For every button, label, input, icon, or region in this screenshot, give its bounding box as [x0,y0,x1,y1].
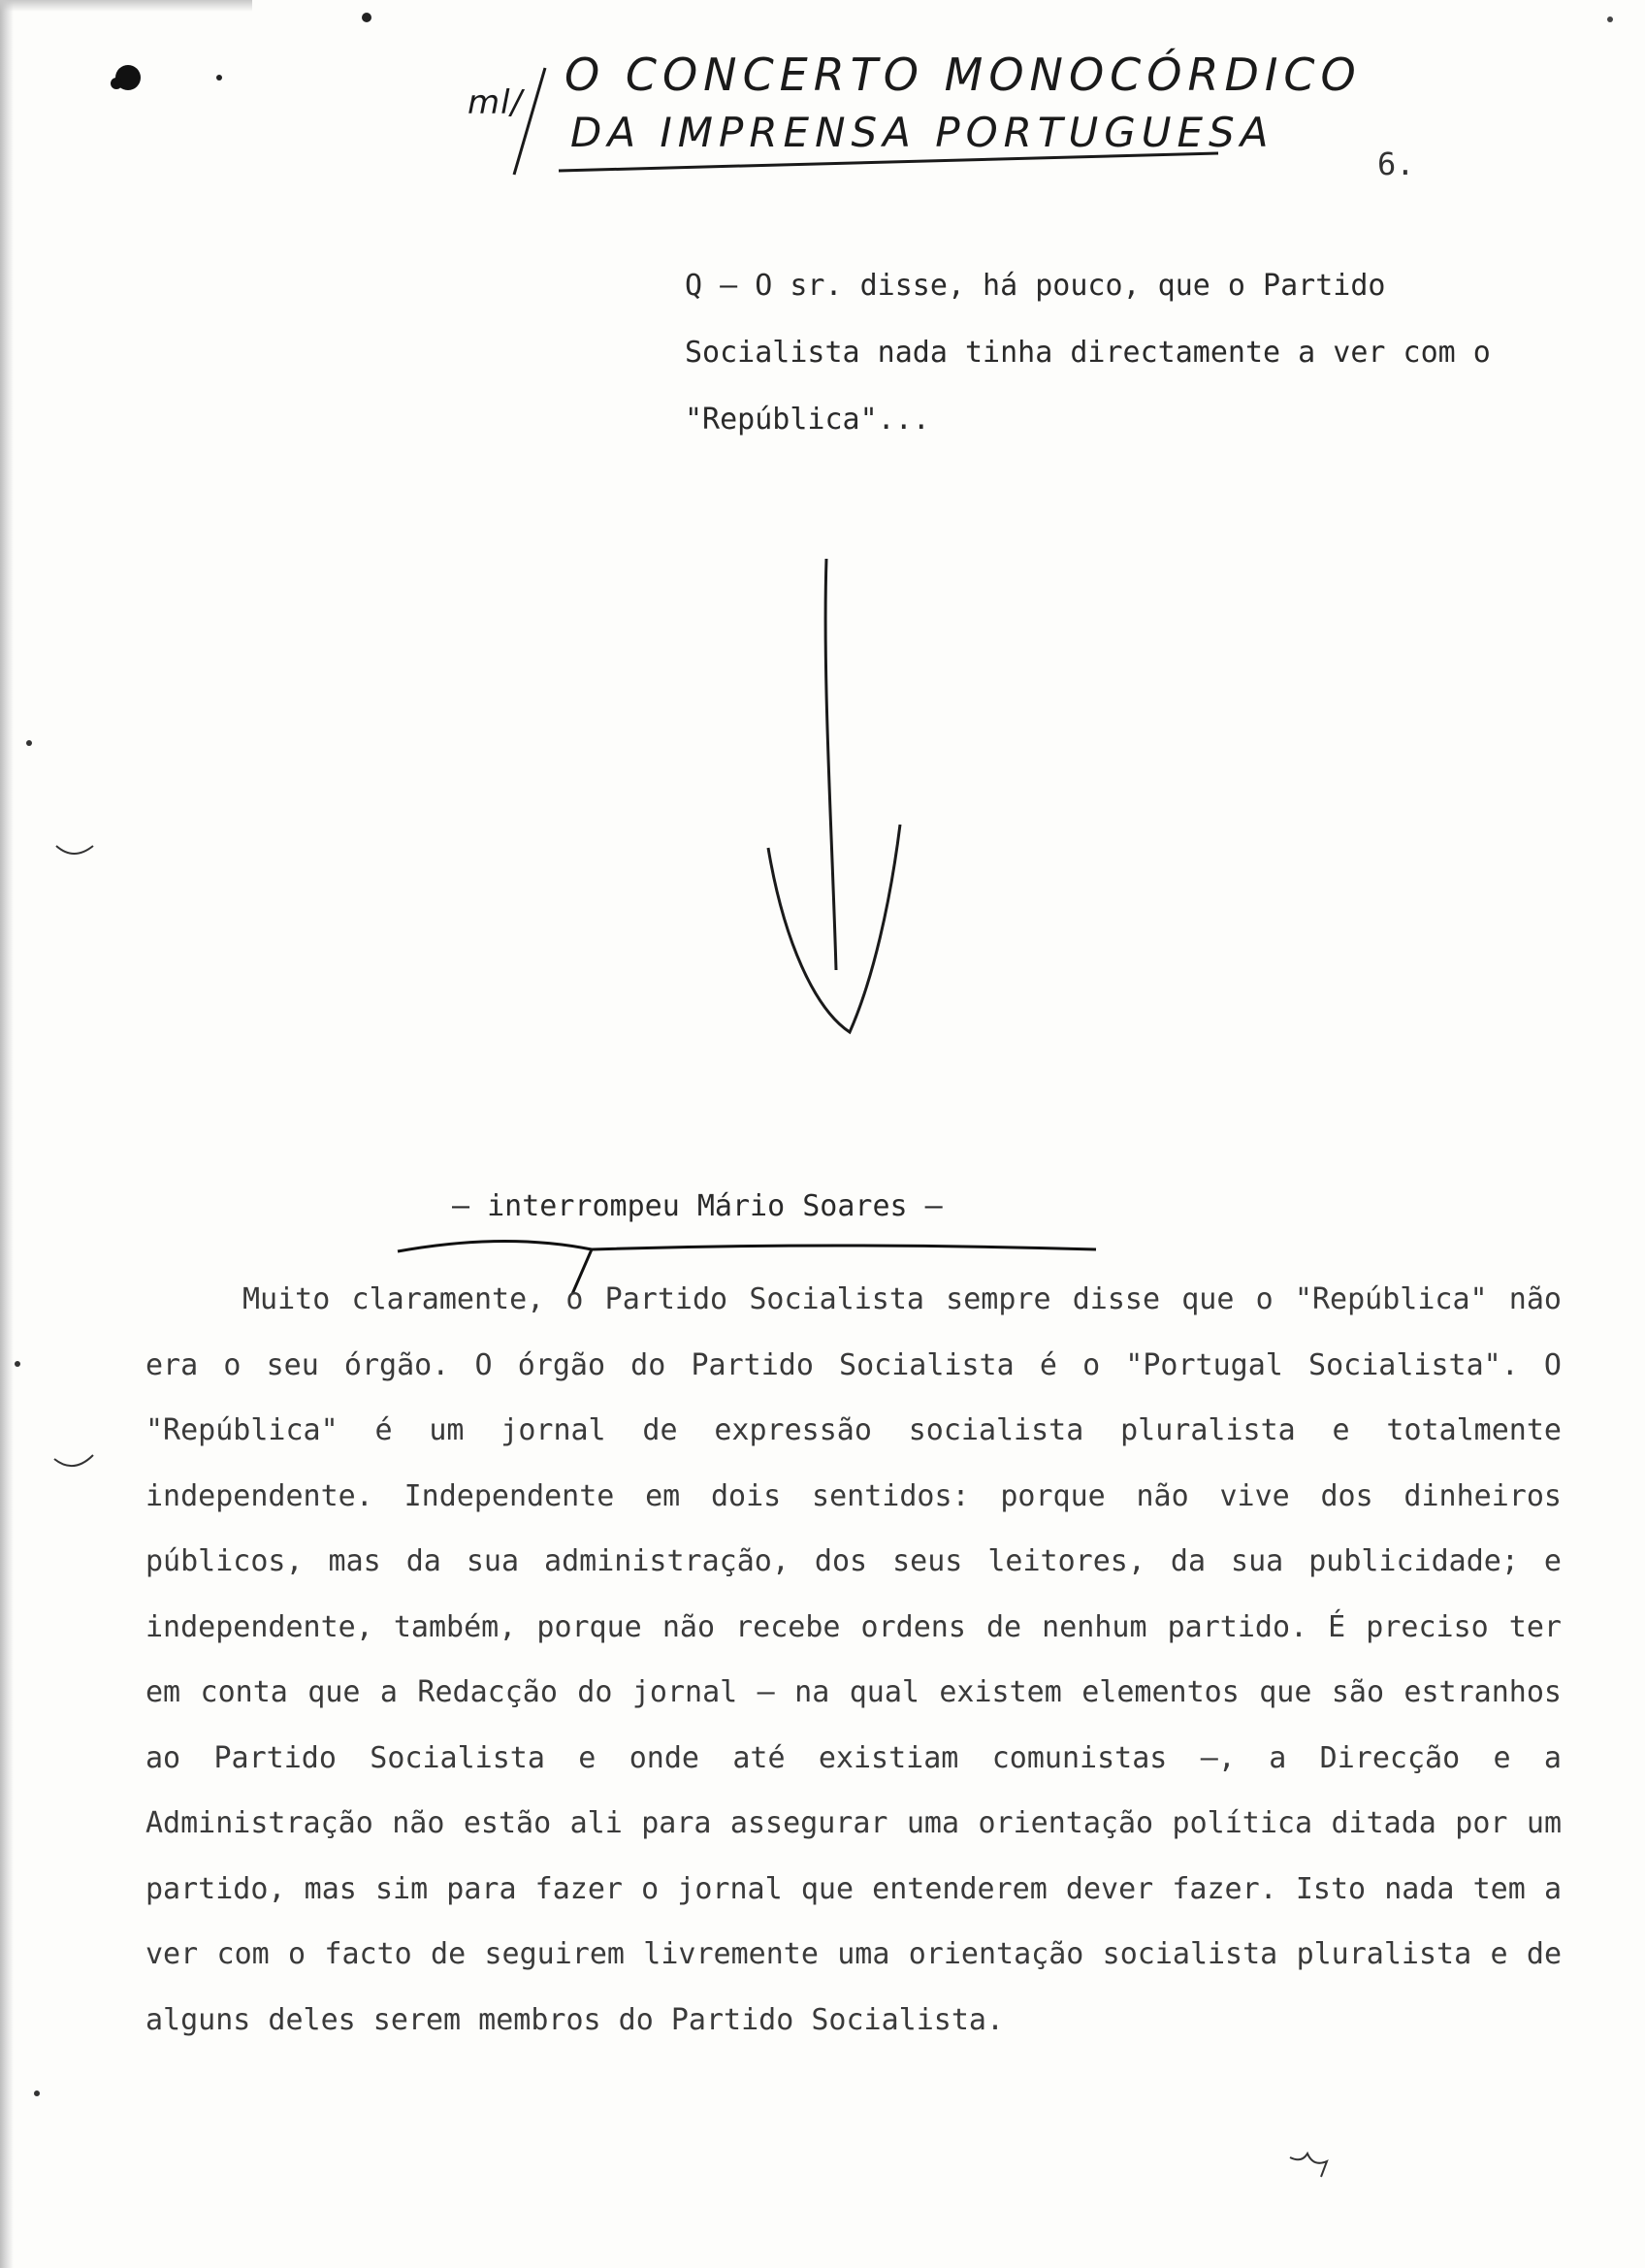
handwritten-title-line-2: DA IMPRENSA PORTUGUESA [570,109,1274,156]
page-number: 6. [1377,146,1415,182]
interview-question: Q – O sr. disse, há pouco, que o Partido Socialista nada tinha directamente a ver com o "República"... [685,269,1491,437]
editor-initials: ml/ [468,83,524,122]
interruption-note: — interrompeu Mário Soares — [452,1189,943,1223]
interview-answer: Muito claramente, o Partido Socialista sempre disse que o "República" não era o seu órgão. O órgão do Partido Socialista é o "Portugal Socialista". O "República" é um jornal de expressão socialista pluralista e totalmente independente. Independente em dois sentidos: porque não vive dos dinheiros públicos, mas da sua administração, dos seus leitores, da sua publicidade; e independente, também, porque não recebe ordens de nenhum partido. É preciso ter em conta que a Redacção do jornal — na qual existem elementos que são estranhos ao Partido Socialista e onde até existiam comunistas —, a Direcção e a Administração não estão ali para assegurar uma orientação política ditada por um partido, mas sim para fazer o jornal que entenderem dever fazer. Isto nada tem a ver com o facto de seguirem livremente uma orientação socialista pluralista e de alguns deles serem membros do Partido Socialista. [145,1282,1562,2037]
handwritten-title-line-1: O CONCERTO MONOCÓRDICO [564,49,1362,101]
